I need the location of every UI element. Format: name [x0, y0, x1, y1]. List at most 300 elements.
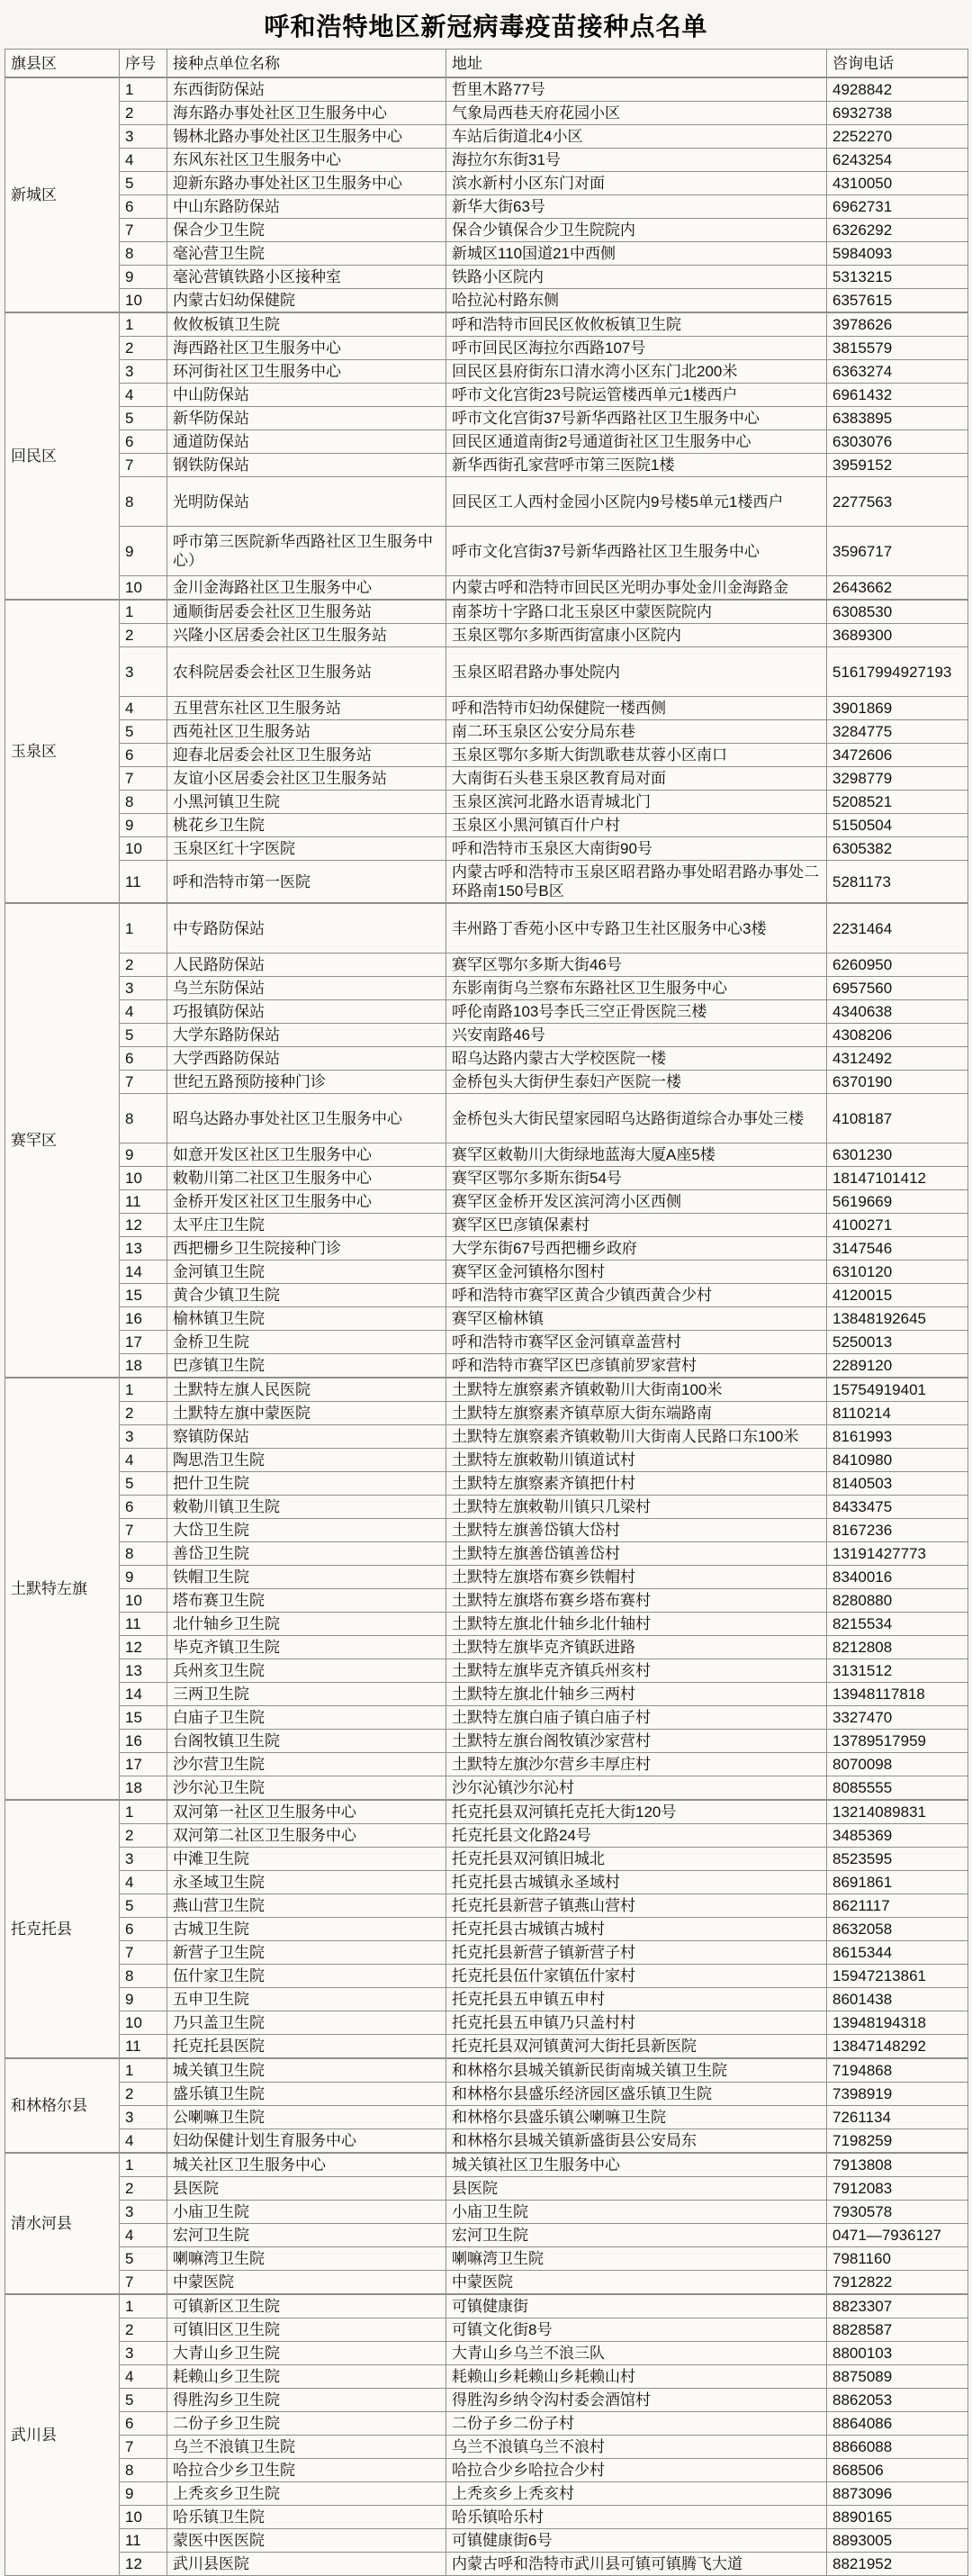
address-cell: 兴安南路46号 [446, 1024, 827, 1047]
district-cell: 土默特左旗 [5, 1378, 120, 1800]
address-cell: 耗赖山乡耗赖山乡耗赖山村 [446, 2365, 827, 2389]
address-cell: 回民区工人西村金园小区院内9号楼5单元1楼西户 [446, 477, 827, 527]
district-cell: 玉泉区 [5, 600, 120, 903]
phone-cell: 7981160 [827, 2247, 968, 2271]
table-row [5, 1024, 968, 1047]
table-row [5, 2553, 968, 2576]
address-cell: 东影南街乌兰察布东路社区卫生服务中心 [446, 977, 827, 1000]
table-row [5, 1965, 968, 1988]
address-cell: 玉泉区滨河北路水语青城北门 [446, 791, 827, 814]
table-row [5, 837, 968, 861]
address-cell: 金桥包头大街民望家园昭乌达路街道综合办事处三楼 [446, 1094, 827, 1143]
table-row [5, 624, 968, 647]
address-cell: 喇嘛湾卫生院 [446, 2247, 827, 2271]
serial-cell: 13 [120, 1237, 167, 1261]
district-cell: 赛罕区 [5, 903, 120, 1378]
phone-cell: 8085555 [827, 1776, 968, 1801]
serial-cell: 1 [120, 1378, 167, 1402]
phone-cell: 3131512 [827, 1659, 968, 1683]
address-cell: 赛罕区鄂尔多斯大街46号 [446, 954, 827, 977]
phone-cell: 6383895 [827, 407, 968, 430]
district-cell: 和林格尔县 [5, 2058, 120, 2153]
site-name-cell: 大学西路防保站 [167, 1047, 446, 1071]
phone-cell: 6326292 [827, 219, 968, 242]
site-name-cell: 陶思浩卫生院 [167, 1449, 446, 1472]
table-row [5, 2011, 968, 2035]
phone-cell: 13191427773 [827, 1542, 968, 1566]
address-cell: 哈拉沁村路东侧 [446, 289, 827, 313]
address-cell: 可镇健康街6号 [446, 2529, 827, 2553]
address-cell: 滨水新村小区东门对面 [446, 172, 827, 195]
serial-cell: 12 [120, 2553, 167, 2576]
table-row [5, 977, 968, 1000]
address-cell: 土默特左旗台阁牧镇沙家营村 [446, 1730, 827, 1753]
phone-cell: 3815579 [827, 337, 968, 360]
site-name-cell: 东西街防保站 [167, 77, 446, 102]
site-name-cell: 迎新东路办事处社区卫生服务中心 [167, 172, 446, 195]
table-row [5, 720, 968, 744]
phone-cell: 5208521 [827, 791, 968, 814]
phone-cell: 8167236 [827, 1519, 968, 1542]
serial-cell: 10 [120, 837, 167, 861]
serial-cell: 3 [120, 977, 167, 1000]
table-row [5, 102, 968, 125]
address-cell: 土默特左旗白庙子镇白庙子村 [446, 1706, 827, 1730]
site-name-cell: 敕勒川第二社区卫生服务中心 [167, 1167, 446, 1190]
serial-cell: 11 [120, 2035, 167, 2059]
serial-cell: 10 [120, 2506, 167, 2529]
table-row [5, 767, 968, 791]
serial-cell: 9 [120, 814, 167, 837]
site-name-cell: 太平庄卫生院 [167, 1214, 446, 1237]
table-row [5, 1214, 968, 1237]
site-name-cell: 公喇嘛卫生院 [167, 2106, 446, 2129]
site-name-cell: 金桥卫生院 [167, 1331, 446, 1354]
address-cell: 上秃亥乡上秃亥村 [446, 2482, 827, 2506]
table-row [5, 289, 968, 313]
table-row [5, 1354, 968, 1378]
phone-cell: 6957560 [827, 977, 968, 1000]
serial-cell: 1 [120, 903, 167, 954]
address-cell: 托克托县双河镇黄河大街托县新医院 [446, 2035, 827, 2059]
serial-cell: 8 [120, 1965, 167, 1988]
site-name-cell: 喇嘛湾卫生院 [167, 2247, 446, 2271]
address-cell: 内蒙古呼和浩特市武川县可镇可镇腾飞大道 [446, 2553, 827, 2576]
site-name-cell: 北什轴乡卫生院 [167, 1613, 446, 1636]
table-row [5, 1378, 968, 1402]
site-name-cell: 盛乐镇卫生院 [167, 2083, 446, 2106]
table-row [5, 1472, 968, 1496]
site-name-cell: 光明防保站 [167, 477, 446, 527]
address-cell: 宏河卫生院 [446, 2224, 827, 2247]
table-row [5, 954, 968, 977]
table-row [5, 1613, 968, 1636]
address-cell: 土默特左旗察素齐镇把什村 [446, 1472, 827, 1496]
phone-cell: 8110214 [827, 1402, 968, 1425]
serial-cell: 2 [120, 2318, 167, 2342]
site-name-cell: 玉泉区红十字医院 [167, 837, 446, 861]
table-row [5, 430, 968, 454]
phone-cell: 5313215 [827, 266, 968, 289]
table-row [5, 1706, 968, 1730]
serial-cell: 7 [120, 767, 167, 791]
address-cell: 土默特左旗敕勒川镇只几梁村 [446, 1496, 827, 1519]
site-name-cell: 金川金海路社区卫生服务中心 [167, 576, 446, 601]
table-row [5, 1683, 968, 1706]
table-row [5, 1167, 968, 1190]
table-row [5, 1730, 968, 1753]
address-cell: 土默特左旗毕克齐镇跃进路 [446, 1636, 827, 1659]
address-cell: 沙尔沁镇沙尔沁村 [446, 1776, 827, 1801]
site-name-cell: 燕山营卫生院 [167, 1894, 446, 1918]
address-cell: 托克托县新营子镇新营子村 [446, 1941, 827, 1965]
phone-cell: 6305382 [827, 837, 968, 861]
address-cell: 内蒙古呼和浩特市回民区光明办事处金川金海路金 [446, 576, 827, 601]
phone-cell: 4308206 [827, 1024, 968, 1047]
serial-cell: 10 [120, 1589, 167, 1613]
table-row [5, 1425, 968, 1449]
table-row [5, 477, 968, 527]
table-row [5, 576, 968, 601]
serial-cell: 10 [120, 1167, 167, 1190]
district-cell: 清水河县 [5, 2153, 120, 2294]
serial-cell: 2 [120, 954, 167, 977]
serial-cell: 17 [120, 1331, 167, 1354]
table-row [5, 1000, 968, 1024]
site-name-cell: 海西路社区卫生服务中心 [167, 337, 446, 360]
address-cell: 托克托县五申镇乃只盖村村 [446, 2011, 827, 2035]
phone-cell: 3472606 [827, 744, 968, 767]
table-row [5, 1988, 968, 2011]
serial-cell: 14 [120, 1261, 167, 1284]
serial-cell: 6 [120, 744, 167, 767]
site-name-cell: 蒙医中医医院 [167, 2529, 446, 2553]
site-name-cell: 友谊小区居委会社区卫生服务站 [167, 767, 446, 791]
phone-cell: 15947213861 [827, 1965, 968, 1988]
table-row [5, 861, 968, 904]
phone-cell: 2289120 [827, 1354, 968, 1378]
phone-cell: 5281173 [827, 861, 968, 904]
phone-cell: 13214089831 [827, 1800, 968, 1824]
district-cell: 武川县 [5, 2294, 120, 2576]
site-name-cell: 毫沁营卫生院 [167, 242, 446, 266]
table-row [5, 195, 968, 219]
page-title: 呼和浩特地区新冠病毒疫苗接种点名单 [264, 13, 708, 41]
site-name-cell: 黄合少镇卫生院 [167, 1284, 446, 1307]
phone-cell: 13789517959 [827, 1730, 968, 1753]
table-row [5, 2436, 968, 2459]
site-name-cell: 大岱卫生院 [167, 1519, 446, 1542]
header-row [5, 50, 968, 78]
address-cell: 土默特左旗察素齐镇敕勒川大街南人民路口东100米 [446, 1425, 827, 1449]
address-cell: 车站后街道北4小区 [446, 125, 827, 149]
site-name-cell: 新华防保站 [167, 407, 446, 430]
header-serial: 序号 [120, 50, 167, 78]
site-name-cell: 中蒙医院 [167, 2271, 446, 2295]
site-name-cell: 桃花乡卫生院 [167, 814, 446, 837]
serial-cell: 1 [120, 2153, 167, 2177]
site-name-cell: 沙尔营卫生院 [167, 1753, 446, 1776]
header-site-name: 接种点单位名称 [167, 50, 446, 78]
table-row [5, 1071, 968, 1094]
address-cell: 乌兰不浪镇乌兰不浪村 [446, 2436, 827, 2459]
phone-cell: 6962731 [827, 195, 968, 219]
address-cell: 赛罕区金桥开发区滨河湾小区西侧 [446, 1190, 827, 1214]
site-name-cell: 武川县医院 [167, 2553, 446, 2576]
site-name-cell: 可镇旧区卫生院 [167, 2318, 446, 2342]
serial-cell: 7 [120, 2436, 167, 2459]
phone-cell: 7194868 [827, 2058, 968, 2083]
site-name-cell: 县医院 [167, 2177, 446, 2201]
site-name-cell: 城关社区卫生服务中心 [167, 2153, 446, 2177]
address-cell: 丰州路丁香苑小区中专路卫生社区服务中心3楼 [446, 903, 827, 954]
site-name-cell: 海东路办事处社区卫生服务中心 [167, 102, 446, 125]
site-name-cell: 上秃亥乡卫生院 [167, 2482, 446, 2506]
phone-cell: 3978626 [827, 312, 968, 337]
site-name-cell: 三两卫生院 [167, 1683, 446, 1706]
site-name-cell: 小庙卫生院 [167, 2201, 446, 2224]
address-cell: 金桥包头大街伊生泰妇产医院一楼 [446, 1071, 827, 1094]
site-name-cell: 中专路防保站 [167, 903, 446, 954]
site-name-cell: 昭乌达路办事处社区卫生服务中心 [167, 1094, 446, 1143]
address-cell: 大学东街67号西把栅乡政府 [446, 1237, 827, 1261]
phone-cell: 7398919 [827, 2083, 968, 2106]
table-row [5, 77, 968, 102]
address-cell: 土默特左旗北什轴乡北什轴村 [446, 1613, 827, 1636]
serial-cell: 8 [120, 477, 167, 527]
table-row [5, 2529, 968, 2553]
phone-cell: 3485369 [827, 1824, 968, 1848]
phone-cell: 8280880 [827, 1589, 968, 1613]
serial-cell: 4 [120, 2129, 167, 2154]
site-name-cell: 迎春北居委会社区卫生服务站 [167, 744, 446, 767]
serial-cell: 17 [120, 1753, 167, 1776]
phone-cell: 4928842 [827, 77, 968, 102]
site-name-cell: 东风东社区卫生服务中心 [167, 149, 446, 172]
site-name-cell: 哈拉合少乡卫生院 [167, 2459, 446, 2482]
phone-cell: 2643662 [827, 576, 968, 601]
site-name-cell: 五里营东社区卫生服务站 [167, 697, 446, 720]
phone-cell: 5150504 [827, 814, 968, 837]
address-cell: 托克托县文化路24号 [446, 1824, 827, 1848]
serial-cell: 11 [120, 1613, 167, 1636]
phone-cell: 6370190 [827, 1071, 968, 1094]
site-name-cell: 铁帽卫生院 [167, 1566, 446, 1589]
serial-cell: 8 [120, 791, 167, 814]
table-row [5, 219, 968, 242]
site-name-cell: 榆林镇卫生院 [167, 1307, 446, 1331]
address-cell: 呼市文化宫街37号新华西路社区卫生服务中心 [446, 407, 827, 430]
site-name-cell: 可镇新区卫生院 [167, 2294, 446, 2318]
site-name-cell: 善岱卫生院 [167, 1542, 446, 1566]
phone-cell: 8632058 [827, 1918, 968, 1941]
site-name-cell: 如意开发区社区卫生服务中心 [167, 1143, 446, 1167]
serial-cell: 13 [120, 1659, 167, 1683]
address-cell: 新华大街63号 [446, 195, 827, 219]
site-name-cell: 宏河卫生院 [167, 2224, 446, 2247]
phone-cell: 7912083 [827, 2177, 968, 2201]
site-name-cell: 农科院居委会社区卫生服务站 [167, 647, 446, 697]
phone-cell: 8823307 [827, 2294, 968, 2318]
table-row [5, 791, 968, 814]
table-row [5, 1800, 968, 1824]
serial-cell: 3 [120, 2201, 167, 2224]
table-row [5, 2506, 968, 2529]
serial-cell: 3 [120, 647, 167, 697]
address-cell: 呼和浩特市回民区攸攸板镇卫生院 [446, 312, 827, 337]
table-row [5, 527, 968, 576]
address-cell: 大青山乡乌兰不浪三队 [446, 2342, 827, 2365]
table-row [5, 2365, 968, 2389]
phone-cell: 3147546 [827, 1237, 968, 1261]
table-row [5, 1307, 968, 1331]
serial-cell: 1 [120, 1800, 167, 1824]
site-name-cell: 台阁牧镇卫生院 [167, 1730, 446, 1753]
site-name-cell: 内蒙古妇幼保健院 [167, 289, 446, 313]
serial-cell: 3 [120, 1848, 167, 1871]
table-row [5, 1519, 968, 1542]
address-cell: 城关镇社区卫生服务中心 [446, 2153, 827, 2177]
phone-cell: 13848192645 [827, 1307, 968, 1331]
site-name-cell: 小黑河镇卫生院 [167, 791, 446, 814]
phone-cell: 8340016 [827, 1566, 968, 1589]
address-cell: 二份子乡二份子村 [446, 2412, 827, 2436]
address-cell: 呼和浩特市赛罕区巴彦镇前罗家营村 [446, 1354, 827, 1378]
phone-cell: 6301230 [827, 1143, 968, 1167]
site-name-cell: 钢铁防保站 [167, 454, 446, 477]
serial-cell: 5 [120, 407, 167, 430]
site-name-cell: 敕勒川镇卫生院 [167, 1496, 446, 1519]
serial-cell: 4 [120, 149, 167, 172]
table-row [5, 312, 968, 337]
address-cell: 玉泉区鄂尔多斯大街凯歌巷苁蓉小区南口 [446, 744, 827, 767]
serial-cell: 8 [120, 242, 167, 266]
table-row [5, 2342, 968, 2365]
phone-cell: 6243254 [827, 149, 968, 172]
address-cell: 土默特左旗毕克齐镇兵州亥村 [446, 1659, 827, 1683]
address-cell: 和林格尔县城关镇新盛街县公安局东 [446, 2129, 827, 2154]
table-row [5, 242, 968, 266]
table-row [5, 1659, 968, 1683]
table-row [5, 1496, 968, 1519]
address-cell: 呼和浩特市赛罕区金河镇章盖营村 [446, 1331, 827, 1354]
phone-cell: 2252270 [827, 125, 968, 149]
phone-cell: 7913808 [827, 2153, 968, 2177]
serial-cell: 4 [120, 1000, 167, 1024]
address-cell: 土默特左旗沙尔营乡丰厚庄村 [446, 1753, 827, 1776]
site-name-cell: 托克托县医院 [167, 2035, 446, 2059]
serial-cell: 5 [120, 2389, 167, 2412]
serial-cell: 7 [120, 454, 167, 477]
address-cell: 托克托县古城镇永圣域村 [446, 1871, 827, 1894]
address-cell: 内蒙古呼和浩特市玉泉区昭君路办事处昭君路办事处二环路南150号B区 [446, 861, 827, 904]
site-name-cell: 金桥开发区社区卫生服务中心 [167, 1190, 446, 1214]
table-row [5, 1753, 968, 1776]
phone-cell: 8070098 [827, 1753, 968, 1776]
phone-cell: 8890165 [827, 2506, 968, 2529]
phone-cell: 3959152 [827, 454, 968, 477]
address-cell: 呼和浩特市赛罕区黄合少镇西黄合少村 [446, 1284, 827, 1307]
site-name-cell: 中山防保站 [167, 384, 446, 407]
phone-cell: 4312492 [827, 1047, 968, 1071]
table-row [5, 2153, 968, 2177]
phone-cell: 6308530 [827, 600, 968, 624]
address-cell: 托克托县古城镇古城村 [446, 1918, 827, 1941]
site-name-cell: 世纪五路预防接种门诊 [167, 1071, 446, 1094]
serial-cell: 12 [120, 1636, 167, 1659]
site-name-cell: 沙尔沁卫生院 [167, 1776, 446, 1801]
serial-cell: 11 [120, 2529, 167, 2553]
phone-cell: 6961432 [827, 384, 968, 407]
site-name-cell: 西把栅乡卫生院接种门诊 [167, 1237, 446, 1261]
serial-cell: 4 [120, 2365, 167, 2389]
site-name-cell: 金河镇卫生院 [167, 1261, 446, 1284]
phone-cell: 6932738 [827, 102, 968, 125]
phone-cell: 4120015 [827, 1284, 968, 1307]
serial-cell: 6 [120, 195, 167, 219]
phone-cell: 8873096 [827, 2482, 968, 2506]
phone-cell: 51617994927193 [827, 647, 968, 697]
site-name-cell: 二份子乡卫生院 [167, 2412, 446, 2436]
table-row [5, 454, 968, 477]
address-cell: 土默特左旗善岱镇大岱村 [446, 1519, 827, 1542]
phone-cell: 8800103 [827, 2342, 968, 2365]
table-row [5, 1331, 968, 1354]
table-row [5, 407, 968, 430]
site-name-cell: 兵州亥卫生院 [167, 1659, 446, 1683]
serial-cell: 9 [120, 527, 167, 576]
serial-cell: 3 [120, 2106, 167, 2129]
address-cell: 得胜沟乡纳令沟村委会酒馆村 [446, 2389, 827, 2412]
serial-cell: 11 [120, 1190, 167, 1214]
phone-cell: 4100271 [827, 1214, 968, 1237]
table-row [5, 1047, 968, 1071]
table-row [5, 2412, 968, 2436]
phone-cell: 8433475 [827, 1496, 968, 1519]
table-row [5, 2224, 968, 2247]
phone-cell: 4340638 [827, 1000, 968, 1024]
address-cell: 呼市回民区海拉尔西路107号 [446, 337, 827, 360]
table-row [5, 172, 968, 195]
serial-cell: 1 [120, 2294, 167, 2318]
phone-cell: 8864086 [827, 2412, 968, 2436]
phone-cell: 8140503 [827, 1472, 968, 1496]
phone-cell: 8215534 [827, 1613, 968, 1636]
table-row [5, 2318, 968, 2342]
table-row [5, 125, 968, 149]
serial-cell: 1 [120, 77, 167, 102]
address-cell: 南茶坊十字路口北玉泉区中蒙医院院内 [446, 600, 827, 624]
table-row [5, 1261, 968, 1284]
serial-cell: 7 [120, 1519, 167, 1542]
phone-cell: 6363274 [827, 360, 968, 384]
site-name-cell: 五申卫生院 [167, 1988, 446, 2011]
table-row [5, 1848, 968, 1871]
serial-cell: 9 [120, 266, 167, 289]
site-name-cell: 通顺街居委会社区卫生服务站 [167, 600, 446, 624]
serial-cell: 3 [120, 1425, 167, 1449]
serial-cell: 3 [120, 360, 167, 384]
site-name-cell: 呼和浩特市第一医院 [167, 861, 446, 904]
table-row [5, 1542, 968, 1566]
phone-cell: 8212808 [827, 1636, 968, 1659]
table-row [5, 1636, 968, 1659]
table-row [5, 1589, 968, 1613]
site-name-cell: 巴彦镇卫生院 [167, 1354, 446, 1378]
serial-cell: 8 [120, 1094, 167, 1143]
site-name-cell: 人民路防保站 [167, 954, 446, 977]
phone-cell: 7930578 [827, 2201, 968, 2224]
